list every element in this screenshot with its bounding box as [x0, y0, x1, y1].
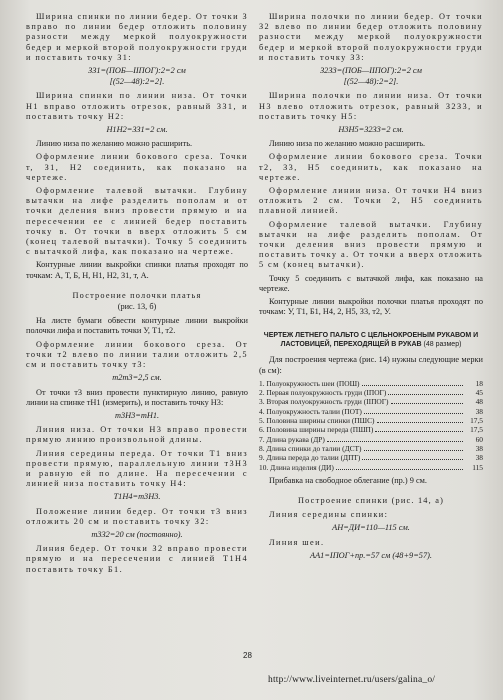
paragraph: Контурные линии выкройки полочки платья проходят по точкам: У, Т1, Б1, Н4, 2, Н5, З3, т2, У. — [259, 297, 483, 317]
formula: т3З2=20 см (постоянно). — [91, 529, 183, 539]
paragraph: Ширина спинки по линии бедер. От точки З вправо по линии бедер отложить половину разности между меркой полуокружности бедер и меркой второй полуокружности груди и поставить точку З1: — [26, 12, 248, 62]
measurement-row — [259, 444, 483, 453]
measurement-value: 17,5 — [470, 425, 483, 435]
leader-dots — [327, 441, 463, 442]
measurement-label: 4. Полуокружность талии (ПОТ) — [259, 406, 362, 416]
formula: З2З3=(ПОБ—IIПОГ):2=2 см — [320, 66, 422, 76]
measurement-label: 10. Длина изделия (ДИ) — [259, 462, 334, 472]
formula: Н3Н5=З2З3=2 см. — [338, 125, 404, 135]
paragraph: Линию низа по желанию можно расширить. — [36, 139, 193, 149]
leader-dots — [364, 413, 463, 414]
paragraph: Оформление линии низа. От точки Н4 вниз отложить 2 см. Точки 2, Н5 соединить плавной линией. — [259, 186, 483, 216]
measurement-value: 115 — [472, 462, 483, 472]
formula: [(52—48):2=2]. — [343, 77, 399, 87]
leader-dots — [362, 385, 463, 386]
formula: т3Н3=тН1. — [114, 410, 160, 420]
paragraph: Линия бедер. От точки З2 вправо провести прямую и на пересечении с линией Т1Н4 поставить точку Б1. — [26, 544, 248, 574]
formula: Н1Н2=ЗЗ1=2 см. — [106, 125, 168, 135]
measurement-value: 45 — [475, 388, 483, 398]
measurement-label: 5. Половина ширины спинки (ПШС) — [259, 416, 375, 426]
measurement-label: 8. Длина спинки до талии (ДСТ) — [259, 443, 362, 453]
measurement-value: 38 — [475, 453, 483, 463]
leader-dots — [375, 431, 463, 432]
chapter-heading — [259, 331, 483, 349]
leader-dots — [336, 469, 463, 470]
leader-dots — [391, 403, 464, 404]
section-heading-title: Построение спинки — [297, 496, 389, 506]
measurement-row — [259, 379, 483, 388]
measurement-row — [259, 407, 483, 416]
chapter-title: ЧЕРТЕЖ ЛЕТНЕГО ПАЛЬТО С ЦЕЛЬНОКРОЕНЫМ РУКАВОМ И ЛАСТОВИЦЕЙ, ПЕРЕХОДЯЩЕЙ В РУКАВ — [263, 332, 479, 349]
formula: АА1=IПОГ+пр.=57 см (48+9=57). — [310, 550, 432, 560]
paragraph: От точки т3 вниз провести пунктирную линию, равную линии на спинке тН1 (измерить), и поставить точку Н3: — [26, 387, 248, 407]
paragraph: На листе бумаги обвести контурные линии выкройки полочки лифа и поставить точки У, Т1, т2. — [26, 316, 248, 336]
formula: ЗЗ1=(ПОБ—IIПОГ):2=2 см — [88, 66, 186, 76]
leader-dots — [362, 459, 463, 460]
formula: [(52—48):2=2]. — [109, 77, 165, 87]
chapter-size-note: (48 размер) — [423, 341, 462, 349]
leader-dots — [388, 394, 463, 395]
formula: АН=ДИ=110—115 см. — [332, 523, 410, 533]
paragraph: Ширина полочки по линии бедер. От точки З2 влево по линии бедер отложить половину разности между меркой полуокружности бедер и меркой второй полуокружности груди и поставить точку З3: — [259, 12, 483, 62]
paragraph: Линия середины переда. От точки Т1 вниз провести прямую, параллельную линии т3Н3 и равную ей по длине. На пересечении с линией низа поставить точку Н4: — [26, 448, 248, 489]
measurement-value: 60 — [475, 434, 483, 444]
formula: Т1Н4=т3Н3. — [113, 492, 161, 502]
paragraph: Оформление талевой вытачки. Глубину вытачки на лифе разделить пополам и от точки деления вниз провести прямую и на пересечении ее с линией бедер поставить точку в. От точки в вверх отложить 5 см (конец талевой вытачки). Точку 5 соединить с вытачкой лифа, как показано на чертеже. — [26, 186, 248, 257]
right-column — [259, 12, 483, 565]
measurement-row — [259, 388, 483, 397]
paragraph: Оформление талевой вытачки. Глубину вытачки на лифе разделить пополам. От точки деления вниз провести прямую и поставить точку а. От точки а вверх отложить 5 см (конец вытачки). — [259, 219, 483, 270]
paragraph: Контурные линии выкройки спинки платья проходят по точкам: А, Т, Б, Н, Н1, Н2, З1, т, А. — [26, 260, 248, 280]
paragraph: Ширина спинки по линии низа. От точки Н1 вправо отложить отрезок, равный ЗЗ1, и поставить точку Н2: — [26, 91, 248, 121]
leader-dots — [377, 422, 464, 423]
paragraph: Прибавка на свободное облегание (пр.) 9 см. — [269, 475, 427, 485]
paragraph: Для построения чертежа (рис. 14) нужны следующие мерки (в см): — [259, 355, 483, 375]
paragraph: Линия шеи. — [269, 537, 325, 547]
paragraph: Положение линии бедер. От точки т3 вниз отложить 20 см и поставить точку З2: — [26, 506, 248, 526]
measurements-list — [259, 379, 483, 472]
paragraph: Точку 5 соединить с вытачкой лифа, как показано на чертеже. — [259, 273, 483, 293]
formula: т2т3=2,5 см. — [112, 373, 162, 383]
measurement-row — [259, 435, 483, 444]
measurement-label: 3. Вторая полуокружность груди (IIПОГ) — [259, 397, 389, 407]
measurement-value: 18 — [475, 378, 483, 388]
measurement-label: 7. Длина рукава (ДР) — [259, 434, 325, 444]
measurement-row — [259, 397, 483, 406]
paragraph: Линия середины спинки: — [269, 510, 389, 520]
watermark-url: http://www.liveinternet.ru/users/galina_o/ — [268, 675, 436, 685]
paragraph: Линия низа. От точки Н3 вправо провести прямую линию произвольной длины. — [26, 425, 248, 445]
measurement-row — [259, 463, 483, 472]
section-heading — [259, 496, 483, 506]
paragraph: Оформление линии бокового среза. Точки т2, З3, Н5 соединить, как показано на чертеже. — [259, 152, 483, 182]
paragraph: Линию низа по желанию можно расширить. — [269, 139, 426, 149]
measurement-label: 6. Половина ширины переда (ПШП) — [259, 425, 374, 435]
paragraph: Оформление линии бокового среза. Точки т, З1, Н2 соединить, как показано на чертеже. — [26, 152, 248, 182]
measurement-label: 1. Полуокружность шеи (ПОШ) — [259, 378, 360, 388]
measurement-value: 38 — [475, 406, 483, 416]
section-heading-ref: (рис. 14, а) — [391, 496, 445, 506]
measurement-value: 48 — [475, 397, 483, 407]
page-number: 28 — [243, 651, 252, 660]
measurement-label: 9. Длина переда до талии (ДПТ) — [259, 453, 361, 463]
paragraph: Ширина полочки по линии низа. От точки Н3 влево отложить отрезок, равный З2З3, и поставить точку Н5: — [259, 91, 483, 121]
measurement-value: 38 — [475, 443, 483, 453]
section-heading: Построение полочки платья — [72, 290, 202, 300]
section-subheading: (рис. 13, б) — [117, 302, 157, 312]
measurement-row — [259, 453, 483, 462]
measurement-value: 17,5 — [470, 416, 483, 426]
measurement-label: 2. Первая полуокружность груди (IПОГ) — [259, 388, 387, 398]
measurement-row — [259, 416, 483, 425]
paragraph: Оформление линии бокового среза. От точки т2 влево по линии талии отложить 2,5 см и поставить точку т3: — [26, 339, 248, 370]
left-column — [26, 12, 248, 578]
leader-dots — [364, 450, 463, 451]
measurement-row — [259, 425, 483, 434]
